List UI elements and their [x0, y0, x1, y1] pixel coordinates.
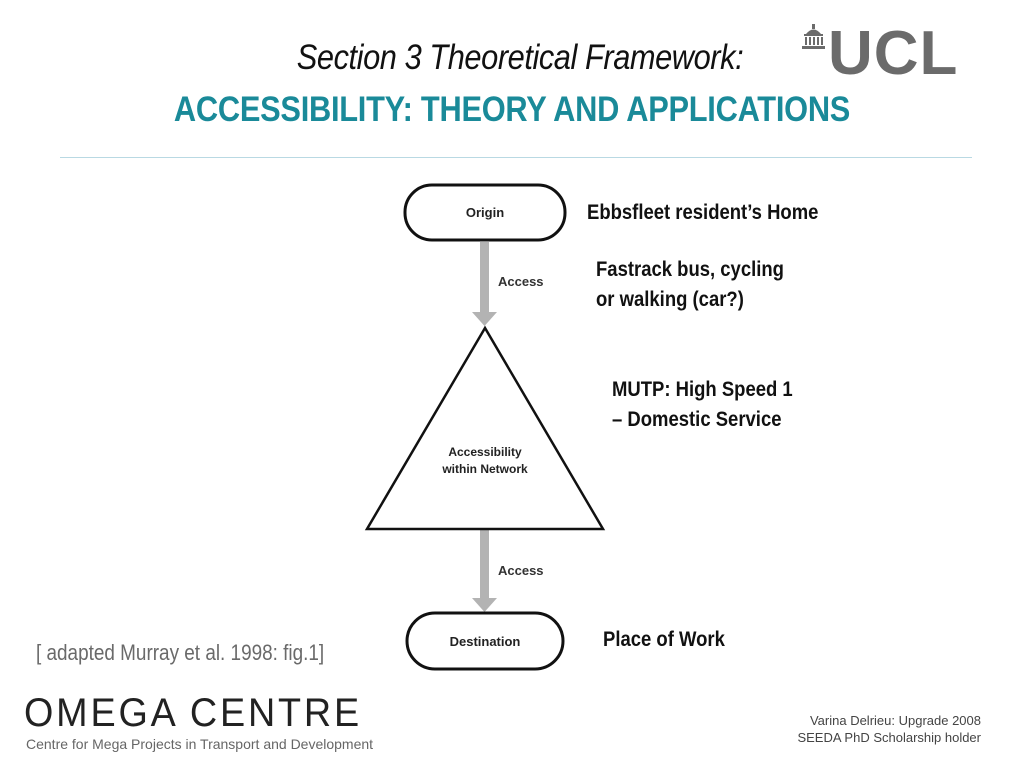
network-triangle — [367, 328, 603, 529]
access-bottom-label: Access — [498, 563, 544, 578]
omega-centre-subtitle: Centre for Mega Projects in Transport and Development — [26, 736, 374, 752]
author-credit — [797, 712, 981, 746]
access-annotation-line2: or walking (car?) — [596, 288, 744, 311]
access-annotation-line1: Fastrack bus, cycling — [596, 258, 784, 281]
origin-label: Origin — [465, 205, 505, 220]
accessibility-flow-diagram — [350, 170, 620, 690]
network-annotation-line1: MUTP: High Speed 1 — [612, 378, 793, 401]
page-title: Section 3 Theoretical Framework: — [296, 38, 744, 77]
destination-annotation: Place of Work — [603, 628, 725, 651]
author-line-2: SEEDA PhD Scholarship holder — [797, 730, 981, 745]
access-top-label: Access — [498, 274, 544, 289]
ucl-wordmark: UCL — [828, 22, 959, 82]
omega-centre-logo — [22, 690, 367, 739]
origin-annotation: Ebbsfleet resident’s Home — [587, 201, 819, 224]
ucl-logo — [800, 22, 990, 87]
citation-note: [ adapted Murray et al. 1998: fig.1] — [36, 640, 325, 665]
header-divider — [60, 157, 972, 158]
author-line-1: Varina Delrieu: Upgrade 2008 — [809, 713, 981, 728]
portico-icon — [802, 24, 825, 49]
destination-label: Destination — [449, 634, 521, 649]
access-arrow-bottom — [472, 528, 497, 612]
omega-centre-wordmark: OMEGA CENTRE — [24, 691, 362, 734]
network-label-line2: within Network — [442, 462, 528, 476]
network-label-line1: Accessibility — [448, 445, 522, 459]
network-annotation-line2: – Domestic Service — [612, 408, 782, 431]
access-arrow-top — [472, 242, 497, 326]
page-subtitle: ACCESSIBILITY: THEORY AND APPLICATIONS — [173, 90, 851, 129]
